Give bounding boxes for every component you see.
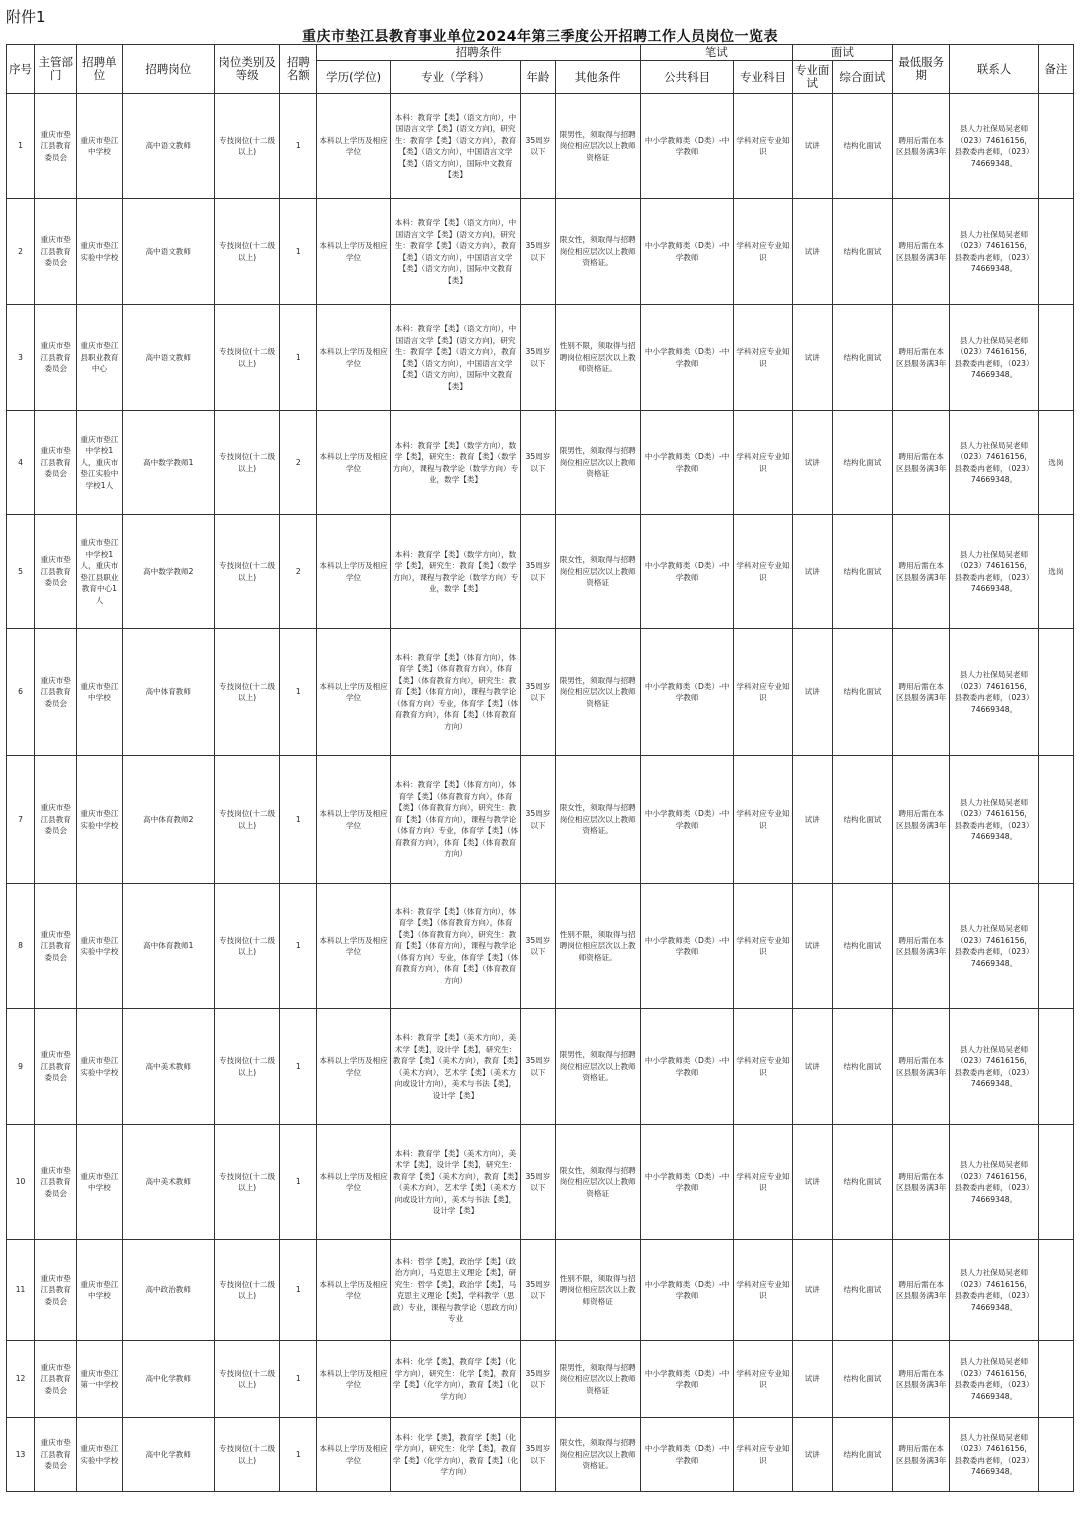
cell-count: 1 xyxy=(280,1418,317,1492)
cell-contact: 县人力社保局吴老师（023）74616156，县教委冉老师，（023）74669348。 xyxy=(950,515,1038,629)
cell-count: 1 xyxy=(280,756,317,884)
cell-dept: 重庆市垫江县教育委员会 xyxy=(35,411,77,515)
cell-public: 中小学教师类（D类）-中学教师 xyxy=(640,629,733,756)
cell-comp-interview: 结构化面试 xyxy=(832,629,892,756)
cell-category: 专技岗位(十二级以上) xyxy=(214,515,279,629)
header-seq: 序号 xyxy=(7,45,35,94)
cell-post: 高中化学教师 xyxy=(122,1418,214,1492)
cell-count: 1 xyxy=(280,1009,317,1125)
cell-category: 专技岗位(十二级以上) xyxy=(214,1240,279,1341)
cell-service: 聘用后需在本区县服务满3年 xyxy=(893,411,950,515)
cell-professional: 学科对应专业知识 xyxy=(734,305,792,411)
cell-count: 1 xyxy=(280,629,317,756)
cell-service: 聘用后需在本区县服务满3年 xyxy=(893,629,950,756)
cell-professional: 学科对应专业知识 xyxy=(734,756,792,884)
cell-other: 性别不限，须取得与招聘岗位相应层次以上教师资格证。 xyxy=(555,884,640,1009)
cell-note xyxy=(1038,305,1073,411)
cell-service: 聘用后需在本区县服务满3年 xyxy=(893,884,950,1009)
table-row xyxy=(7,629,1074,756)
cell-seq: 8 xyxy=(7,884,35,1009)
header-other: 其他条件 xyxy=(555,61,640,94)
cell-contact: 县人力社保局吴老师（023）74616156，县教委冉老师，（023）74669348。 xyxy=(950,884,1038,1009)
cell-other: 限女性，须取得与招聘岗位相应层次以上教师资格证。 xyxy=(555,1418,640,1492)
cell-age: 35周岁以下 xyxy=(521,199,555,305)
header-professional: 专业科目 xyxy=(734,61,792,94)
cell-comp-interview: 结构化面试 xyxy=(832,1341,892,1418)
cell-major: 本科：教育学【类】（美术方向），美术学【类】，设计学【类】，研究生：教育学【类】（美术方向），教育【类】（美术方向），艺术学【类】（美术方向或设计方向），美术与书法【类】，设计学【类】 xyxy=(390,1125,521,1240)
cell-count: 1 xyxy=(280,1125,317,1240)
cell-dept: 重庆市垫江县教育委员会 xyxy=(35,515,77,629)
cell-post: 高中语文教师 xyxy=(122,305,214,411)
cell-seq: 11 xyxy=(7,1240,35,1341)
cell-major: 本科：哲学【类】，政治学【类】（政治方向），马克思主义理论【类】，研究生：哲学【类】，政治学【类】，马克思主义理论【类】，学科教学（思政）专业，课程与教学论（思政方向）专业 xyxy=(390,1240,521,1341)
cell-age: 35周岁以下 xyxy=(521,884,555,1009)
cell-public: 中小学教师类（D类）-中学教师 xyxy=(640,1125,733,1240)
cell-pro-interview: 试讲 xyxy=(792,629,832,756)
cell-category: 专技岗位(十二级以上) xyxy=(214,884,279,1009)
cell-public: 中小学教师类（D类）-中学教师 xyxy=(640,1009,733,1125)
cell-comp-interview: 结构化面试 xyxy=(832,1009,892,1125)
cell-pro-interview: 试讲 xyxy=(792,199,832,305)
cell-dept: 重庆市垫江县教育委员会 xyxy=(35,94,77,199)
header-post: 招聘岗位 xyxy=(122,45,214,94)
cell-seq: 7 xyxy=(7,756,35,884)
cell-dept: 重庆市垫江县教育委员会 xyxy=(35,629,77,756)
cell-other: 限女性，须取得与招聘岗位相应层次以上教师资格证 xyxy=(555,515,640,629)
header-contact: 联系人 xyxy=(950,45,1038,94)
cell-dept: 重庆市垫江县教育委员会 xyxy=(35,1009,77,1125)
cell-service: 聘用后需在本区县服务满3年 xyxy=(893,305,950,411)
cell-post: 高中体育教师 xyxy=(122,629,214,756)
cell-pro-interview: 试讲 xyxy=(792,94,832,199)
cell-post: 高中政治教师 xyxy=(122,1240,214,1341)
cell-note xyxy=(1038,94,1073,199)
cell-age: 35周岁以下 xyxy=(521,305,555,411)
cell-note: 选岗 xyxy=(1038,515,1073,629)
cell-post: 高中美术教师 xyxy=(122,1125,214,1240)
cell-major: 本科：教育学【类】（数学方向），数学【类】，研究生：教育【类】（数学方向），课程与教学论（数学方向）专业，数学【类】 xyxy=(390,411,521,515)
header-comp-interview: 综合面试 xyxy=(832,61,892,94)
cell-edu: 本科以上学历及相应学位 xyxy=(317,884,390,1009)
cell-major: 本科：教育学【类】（体育方向），体育学【类】（体育教育方向），体育【类】（体育教育方向），研究生：教育【类】（体育方向），课程与教学论（体育方向）专业，体育学【类】（体育教育方向），体育【类】（体育教育方向） xyxy=(390,884,521,1009)
header-written: 笔试 xyxy=(640,45,792,61)
cell-count: 2 xyxy=(280,411,317,515)
cell-age: 35周岁以下 xyxy=(521,1418,555,1492)
cell-unit: 重庆市垫江实验中学校 xyxy=(77,1009,122,1125)
cell-major: 本科：教育学【类】（语文方向），中国语言文学【类】(语文方向)，研究生：教育学【类】（语文方向），教育【类】（语文方向），中国语言文学【类】（语文方向），国际中文教育【类】 xyxy=(390,199,521,305)
cell-count: 1 xyxy=(280,1240,317,1341)
cell-note xyxy=(1038,1240,1073,1341)
cell-seq: 6 xyxy=(7,629,35,756)
header-count: 招聘名额 xyxy=(280,45,317,94)
cell-public: 中小学教师类（D类）-中学教师 xyxy=(640,1341,733,1418)
cell-post: 高中体育教师1 xyxy=(122,884,214,1009)
cell-edu: 本科以上学历及相应学位 xyxy=(317,1341,390,1418)
cell-age: 35周岁以下 xyxy=(521,515,555,629)
cell-service: 聘用后需在本区县服务满3年 xyxy=(893,94,950,199)
cell-age: 35周岁以下 xyxy=(521,94,555,199)
cell-pro-interview: 试讲 xyxy=(792,1418,832,1492)
cell-major: 本科：教育学【类】（体育方向），体育学【类】（体育教育方向），体育【类】（体育教育方向），研究生：教育【类】（体育方向），课程与教学论（体育方向）专业，体育学【类】（体育教育方向），体育【类】（体育教育方向） xyxy=(390,629,521,756)
cell-comp-interview: 结构化面试 xyxy=(832,515,892,629)
cell-edu: 本科以上学历及相应学位 xyxy=(317,94,390,199)
cell-unit: 重庆市垫江实验中学校 xyxy=(77,1418,122,1492)
cell-category: 专技岗位(十二级以上) xyxy=(214,1418,279,1492)
cell-contact: 县人力社保局吴老师（023）74616156，县教委冉老师，（023）74669348。 xyxy=(950,1418,1038,1492)
cell-note xyxy=(1038,1341,1073,1418)
cell-public: 中小学教师类（D类）-中学教师 xyxy=(640,1240,733,1341)
table-row xyxy=(7,1125,1074,1240)
cell-age: 35周岁以下 xyxy=(521,629,555,756)
header-interview: 面试 xyxy=(792,45,892,61)
table-row xyxy=(7,94,1074,199)
cell-edu: 本科以上学历及相应学位 xyxy=(317,1009,390,1125)
cell-seq: 1 xyxy=(7,94,35,199)
cell-professional: 学科对应专业知识 xyxy=(734,515,792,629)
cell-public: 中小学教师类（D类）-中学教师 xyxy=(640,756,733,884)
cell-count: 1 xyxy=(280,1341,317,1418)
cell-major: 本科：教育学【类】（体育方向），体育学【类】（体育教育方向），体育【类】（体育教育方向），研究生：教育【类】（体育方向），课程与教学论（体育方向）专业，体育学【类】（体育教育方向），体育【类】（体育教育方向） xyxy=(390,756,521,884)
table-row xyxy=(7,884,1074,1009)
cell-note xyxy=(1038,199,1073,305)
cell-professional: 学科对应专业知识 xyxy=(734,1341,792,1418)
cell-pro-interview: 试讲 xyxy=(792,1341,832,1418)
table-row xyxy=(7,1418,1074,1492)
header-category: 岗位类别及等级 xyxy=(214,45,279,94)
cell-note xyxy=(1038,629,1073,756)
table-row xyxy=(7,756,1074,884)
table-row xyxy=(7,305,1074,411)
cell-other: 限男性，须取得与招聘岗位相应层次以上教师资格证 xyxy=(555,94,640,199)
cell-public: 中小学教师类（D类）-中学教师 xyxy=(640,515,733,629)
cell-comp-interview: 结构化面试 xyxy=(832,305,892,411)
cell-seq: 9 xyxy=(7,1009,35,1125)
cell-seq: 4 xyxy=(7,411,35,515)
header-major: 专业（学科） xyxy=(390,61,521,94)
cell-pro-interview: 试讲 xyxy=(792,305,832,411)
cell-other: 限女性，须取得与招聘岗位相应层次以上教师资格证。 xyxy=(555,756,640,884)
cell-count: 2 xyxy=(280,515,317,629)
cell-unit: 重庆市垫江实验中学校 xyxy=(77,756,122,884)
cell-public: 中小学教师类（D类）-中学教师 xyxy=(640,305,733,411)
cell-category: 专技岗位(十二级以上) xyxy=(214,305,279,411)
cell-comp-interview: 结构化面试 xyxy=(832,756,892,884)
cell-edu: 本科以上学历及相应学位 xyxy=(317,515,390,629)
cell-edu: 本科以上学历及相应学位 xyxy=(317,199,390,305)
table-row xyxy=(7,199,1074,305)
cell-major: 本科：化学【类】，教育学【类】（化学方向），研究生：化学【类】，教育学【类】（化学方向），教育【类】（化学方向） xyxy=(390,1418,521,1492)
cell-contact: 县人力社保局吴老师（023）74616156，县教委冉老师，（023）74669348。 xyxy=(950,1240,1038,1341)
cell-contact: 县人力社保局吴老师（023）74616156，县教委冉老师，（023）74669348。 xyxy=(950,411,1038,515)
header-conditions: 招聘条件 xyxy=(317,45,640,61)
cell-post: 高中美术教师 xyxy=(122,1009,214,1125)
cell-unit: 重庆市垫江中学校 xyxy=(77,1125,122,1240)
header-dept: 主管部门 xyxy=(35,45,77,94)
cell-age: 35周岁以下 xyxy=(521,756,555,884)
header-note: 备注 xyxy=(1038,45,1073,94)
header-public: 公共科目 xyxy=(640,61,733,94)
cell-age: 35周岁以下 xyxy=(521,411,555,515)
cell-service: 聘用后需在本区县服务满3年 xyxy=(893,1125,950,1240)
cell-edu: 本科以上学历及相应学位 xyxy=(317,756,390,884)
cell-unit: 重庆市垫江实验中学校 xyxy=(77,199,122,305)
cell-count: 1 xyxy=(280,199,317,305)
cell-category: 专技岗位(十二级以上) xyxy=(214,1341,279,1418)
cell-pro-interview: 试讲 xyxy=(792,1009,832,1125)
cell-seq: 12 xyxy=(7,1341,35,1418)
header-edu: 学历(学位) xyxy=(317,61,390,94)
cell-dept: 重庆市垫江县教育委员会 xyxy=(35,199,77,305)
cell-category: 专技岗位(十二级以上) xyxy=(214,411,279,515)
cell-comp-interview: 结构化面试 xyxy=(832,411,892,515)
cell-edu: 本科以上学历及相应学位 xyxy=(317,1240,390,1341)
cell-category: 专技岗位(十二级以上) xyxy=(214,199,279,305)
cell-unit: 重庆市垫江实验中学校 xyxy=(77,884,122,1009)
positions-table xyxy=(6,44,1074,1492)
cell-major: 本科：教育学【类】（美术方向），美术学【类】，设计学【类】，研究生：教育学【类】（美术方向），教育【类】（美术方向），艺术学【类】（美术方向或设计方向），美术与书法【类】，设计学【类】 xyxy=(390,1009,521,1125)
header-unit: 招聘单位 xyxy=(77,45,122,94)
cell-comp-interview: 结构化面试 xyxy=(832,1125,892,1240)
cell-public: 中小学教师类（D类）-中学教师 xyxy=(640,199,733,305)
attachment-label: 附件1 xyxy=(6,8,46,26)
cell-dept: 重庆市垫江县教育委员会 xyxy=(35,1341,77,1418)
cell-post: 高中数学教师2 xyxy=(122,515,214,629)
cell-seq: 2 xyxy=(7,199,35,305)
cell-category: 专技岗位(十二级以上) xyxy=(214,1125,279,1240)
cell-comp-interview: 结构化面试 xyxy=(832,199,892,305)
table-row xyxy=(7,411,1074,515)
cell-category: 专技岗位(十二级以上) xyxy=(214,1009,279,1125)
cell-contact: 县人力社保局吴老师（023）74616156，县教委冉老师，（023）74669348。 xyxy=(950,629,1038,756)
cell-professional: 学科对应专业知识 xyxy=(734,411,792,515)
cell-count: 1 xyxy=(280,94,317,199)
cell-note: 选岗 xyxy=(1038,411,1073,515)
cell-category: 专技岗位(十二级以上) xyxy=(214,756,279,884)
cell-public: 中小学教师类（D类）-中学教师 xyxy=(640,94,733,199)
cell-pro-interview: 试讲 xyxy=(792,515,832,629)
cell-edu: 本科以上学历及相应学位 xyxy=(317,1125,390,1240)
header-age: 年龄 xyxy=(521,61,555,94)
cell-dept: 重庆市垫江县教育委员会 xyxy=(35,1125,77,1240)
table-row xyxy=(7,1009,1074,1125)
cell-other: 限男性，须取得与招聘岗位相应层次以上教师资格证 xyxy=(555,629,640,756)
cell-comp-interview: 结构化面试 xyxy=(832,1240,892,1341)
cell-other: 限男性，须取得与招聘岗位相应层次以上教师资格证 xyxy=(555,1341,640,1418)
cell-dept: 重庆市垫江县教育委员会 xyxy=(35,1418,77,1492)
cell-contact: 县人力社保局吴老师（023）74616156，县教委冉老师，（023）74669348。 xyxy=(950,305,1038,411)
cell-other: 限男性，须取得与招聘岗位相应层次以上教师资格证 xyxy=(555,411,640,515)
cell-dept: 重庆市垫江县教育委员会 xyxy=(35,756,77,884)
cell-seq: 10 xyxy=(7,1125,35,1240)
cell-comp-interview: 结构化面试 xyxy=(832,94,892,199)
cell-age: 35周岁以下 xyxy=(521,1009,555,1125)
cell-count: 1 xyxy=(280,884,317,1009)
cell-contact: 县人力社保局吴老师（023）74616156，县教委冉老师，（023）74669348。 xyxy=(950,1009,1038,1125)
cell-dept: 重庆市垫江县教育委员会 xyxy=(35,305,77,411)
cell-public: 中小学教师类（D类）-中学教师 xyxy=(640,884,733,1009)
cell-pro-interview: 试讲 xyxy=(792,756,832,884)
cell-dept: 重庆市垫江县教育委员会 xyxy=(35,884,77,1009)
cell-post: 高中语文教师 xyxy=(122,94,214,199)
header-pro-interview: 专业面试 xyxy=(792,61,832,94)
cell-contact: 县人力社保局吴老师（023）74616156，县教委冉老师，（023）74669348。 xyxy=(950,199,1038,305)
cell-seq: 3 xyxy=(7,305,35,411)
cell-other: 限女性，须取得与招聘岗位相应层次以上教师资格证 xyxy=(555,1125,640,1240)
cell-note xyxy=(1038,1009,1073,1125)
cell-note xyxy=(1038,1418,1073,1492)
cell-post: 高中数学教师1 xyxy=(122,411,214,515)
cell-edu: 本科以上学历及相应学位 xyxy=(317,1418,390,1492)
cell-unit: 重庆市垫江中学校 xyxy=(77,629,122,756)
cell-professional: 学科对应专业知识 xyxy=(734,629,792,756)
cell-pro-interview: 试讲 xyxy=(792,884,832,1009)
cell-service: 聘用后需在本区县服务满3年 xyxy=(893,199,950,305)
cell-service: 聘用后需在本区县服务满3年 xyxy=(893,1240,950,1341)
cell-major: 本科：教育学【类】（语文方向），中国语言文学【类】(语文方向)，研究生：教育学【类】（语文方向），教育【类】（语文方向），中国语言文学【类】（语文方向），国际中文教育【类】 xyxy=(390,305,521,411)
cell-edu: 本科以上学历及相应学位 xyxy=(317,411,390,515)
cell-service: 聘用后需在本区县服务满3年 xyxy=(893,1341,950,1418)
cell-other: 性别不限，须取得与招聘岗位相应层次以上教师资格证 xyxy=(555,1240,640,1341)
table-row xyxy=(7,1341,1074,1418)
cell-contact: 县人力社保局吴老师（023）74616156，县教委冉老师，（023）74669348。 xyxy=(950,1125,1038,1240)
cell-age: 35周岁以下 xyxy=(521,1341,555,1418)
cell-professional: 学科对应专业知识 xyxy=(734,884,792,1009)
cell-other: 限男性，须取得与招聘岗位相应层次以上教师资格证。 xyxy=(555,1009,640,1125)
cell-public: 中小学教师类（D类）-中学教师 xyxy=(640,1418,733,1492)
cell-professional: 学科对应专业知识 xyxy=(734,1125,792,1240)
cell-other: 性别不限，须取得与招聘岗位相应层次以上教师资格证。 xyxy=(555,305,640,411)
cell-age: 35周岁以下 xyxy=(521,1240,555,1341)
cell-contact: 县人力社保局吴老师（023）74616156，县教委冉老师，（023）74669348。 xyxy=(950,1341,1038,1418)
cell-category: 专技岗位(十二级以上) xyxy=(214,629,279,756)
cell-other: 限女性，须取得与招聘岗位相应层次以上教师资格证。 xyxy=(555,199,640,305)
cell-professional: 学科对应专业知识 xyxy=(734,1240,792,1341)
cell-professional: 学科对应专业知识 xyxy=(734,94,792,199)
cell-professional: 学科对应专业知识 xyxy=(734,1418,792,1492)
cell-professional: 学科对应专业知识 xyxy=(734,199,792,305)
cell-major: 本科：教育学【类】（数学方向），数学【类】，研究生：教育【类】（数学方向），课程与教学论（数学方向）专业，数学【类】 xyxy=(390,515,521,629)
cell-post: 高中体育教师2 xyxy=(122,756,214,884)
cell-category: 专技岗位(十二级以上) xyxy=(214,94,279,199)
cell-comp-interview: 结构化面试 xyxy=(832,1418,892,1492)
cell-count: 1 xyxy=(280,305,317,411)
cell-pro-interview: 试讲 xyxy=(792,1125,832,1240)
cell-note xyxy=(1038,756,1073,884)
cell-post: 高中化学教师 xyxy=(122,1341,214,1418)
cell-service: 聘用后需在本区县服务满3年 xyxy=(893,1418,950,1492)
cell-seq: 13 xyxy=(7,1418,35,1492)
cell-age: 35周岁以下 xyxy=(521,1125,555,1240)
page-title: 重庆市垫江县教育事业单位2024年第三季度公开招聘工作人员岗位一览表 xyxy=(302,29,778,45)
cell-pro-interview: 试讲 xyxy=(792,411,832,515)
cell-note xyxy=(1038,884,1073,1009)
cell-unit: 重庆市垫江第一中学校 xyxy=(77,1341,122,1418)
cell-unit: 重庆市垫江中学校 xyxy=(77,1240,122,1341)
cell-edu: 本科以上学历及相应学位 xyxy=(317,629,390,756)
cell-unit: 重庆市垫江中学校1人，重庆市垫江县职业教育中心1人 xyxy=(77,515,122,629)
cell-service: 聘用后需在本区县服务满3年 xyxy=(893,756,950,884)
cell-dept: 重庆市垫江县教育委员会 xyxy=(35,1240,77,1341)
cell-post: 高中语文教师 xyxy=(122,199,214,305)
cell-major: 本科：教育学【类】（语文方向），中国语言文学【类】(语文方向)，研究生：教育学【类】（语文方向），教育【类】（语文方向），中国语言文学【类】（语文方向），国际中文教育【类】 xyxy=(390,94,521,199)
cell-service: 聘用后需在本区县服务满3年 xyxy=(893,515,950,629)
cell-seq: 5 xyxy=(7,515,35,629)
table-row xyxy=(7,515,1074,629)
cell-major: 本科：化学【类】，教育学【类】（化学方向），研究生：化学【类】，教育学【类】（化学方向），教育【类】（化学方向） xyxy=(390,1341,521,1418)
cell-note xyxy=(1038,1125,1073,1240)
cell-contact: 县人力社保局吴老师（023）74616156，县教委冉老师，（023）74669348。 xyxy=(950,756,1038,884)
cell-edu: 本科以上学历及相应学位 xyxy=(317,305,390,411)
cell-unit: 重庆市垫江中学校 xyxy=(77,94,122,199)
cell-pro-interview: 试讲 xyxy=(792,1240,832,1341)
table-row xyxy=(7,1240,1074,1341)
cell-professional: 学科对应专业知识 xyxy=(734,1009,792,1125)
cell-unit: 重庆市垫江中学校1人，重庆市垫江实验中学校1人 xyxy=(77,411,122,515)
header-service: 最低服务期 xyxy=(893,45,950,94)
cell-unit: 重庆市垫江县职业教育中心 xyxy=(77,305,122,411)
cell-contact: 县人力社保局吴老师（023）74616156，县教委冉老师，（023）74669348。 xyxy=(950,94,1038,199)
cell-comp-interview: 结构化面试 xyxy=(832,884,892,1009)
cell-service: 聘用后需在本区县服务满3年 xyxy=(893,1009,950,1125)
cell-public: 中小学教师类（D类）-中学教师 xyxy=(640,411,733,515)
